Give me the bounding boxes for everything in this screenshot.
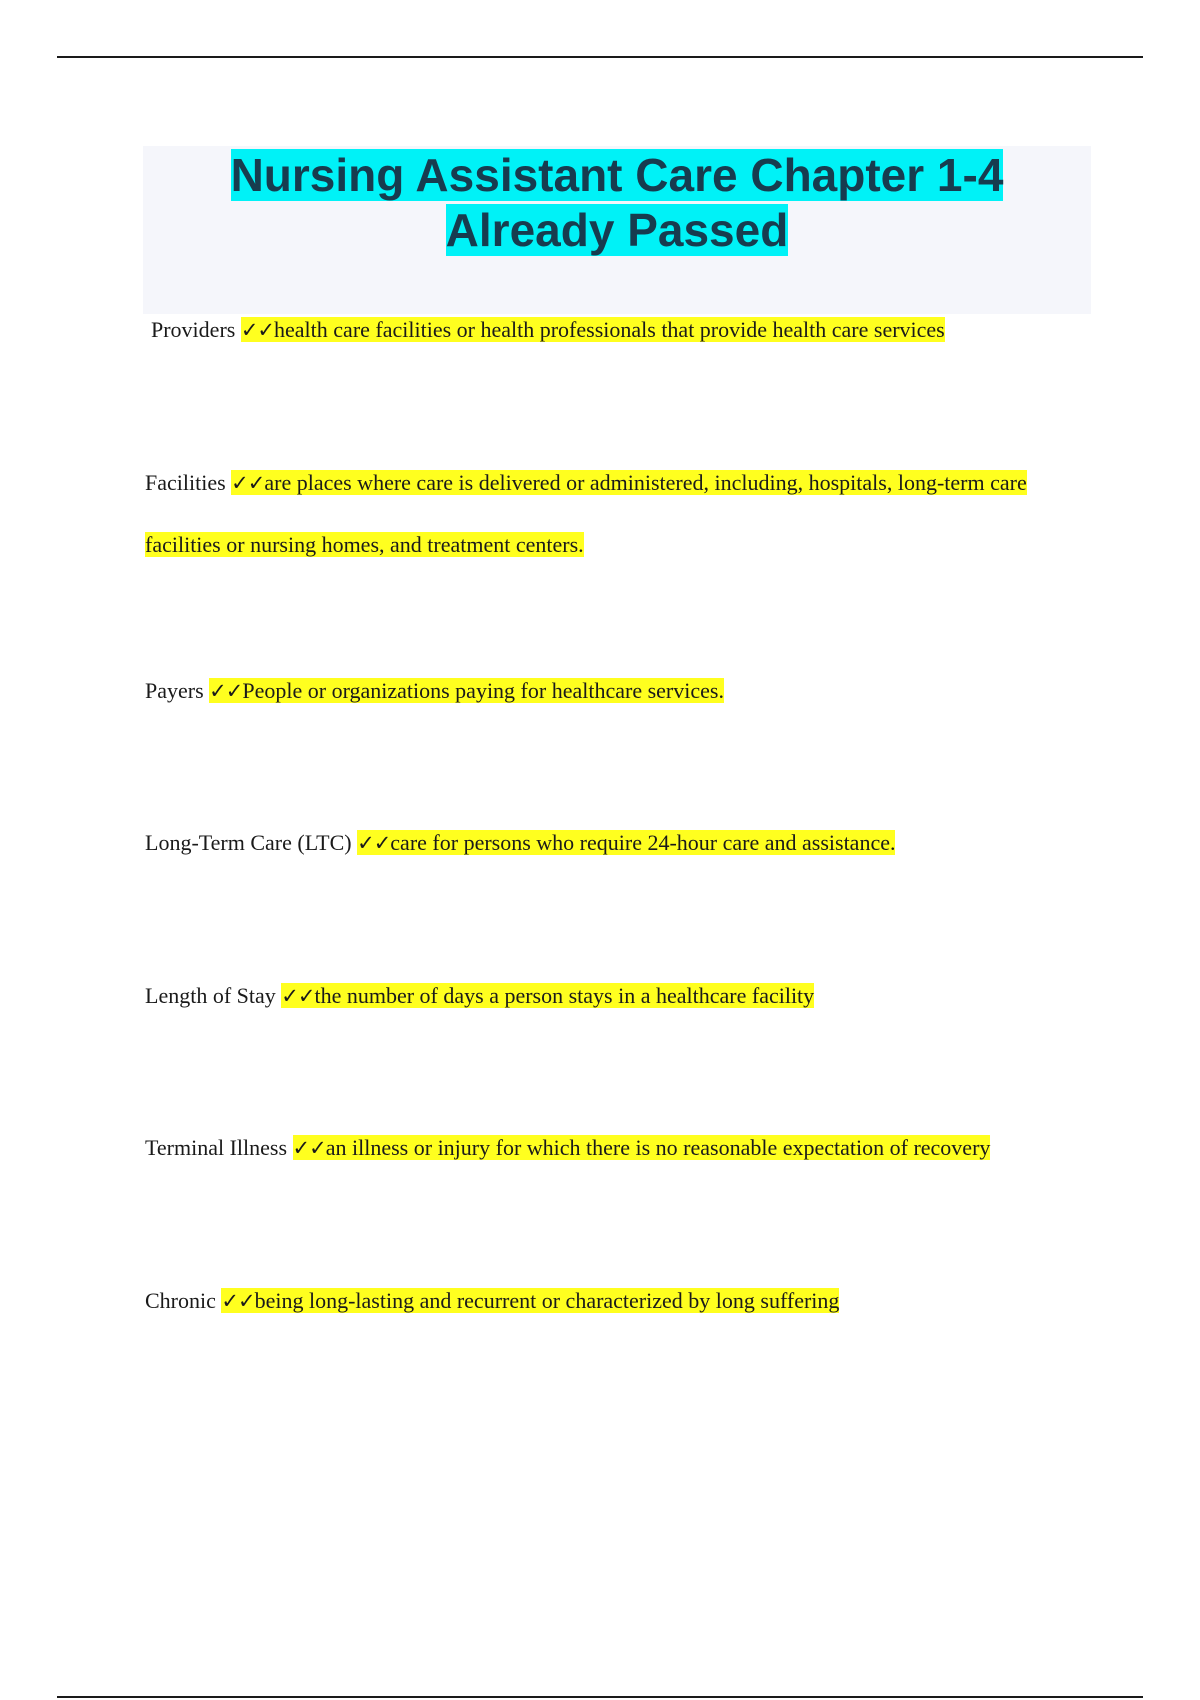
definition-text: [293, 1135, 991, 1160]
definition-body: being long-lasting and recurrent or characterized by long suffering: [254, 1288, 840, 1313]
term-entry-chronic: [145, 1270, 1085, 1332]
definition-text: [357, 830, 895, 855]
term-label: Chronic: [145, 1288, 216, 1313]
definition-body: are places where care is delivered or administered, including, hospitals, long-term care facilities or nursing homes, and treatment centers.: [145, 470, 1027, 557]
title-block: [143, 146, 1091, 314]
double-check-icon: ✓✓: [281, 984, 315, 1008]
term-label: Payers: [145, 678, 204, 703]
double-check-icon: ✓✓: [209, 679, 243, 703]
document-title: [143, 146, 1091, 258]
definition-body: the number of days a person stays in a healthcare facility: [314, 983, 815, 1008]
definition-body: care for persons who require 24-hour care and assistance.: [390, 830, 896, 855]
term-label: Facilities: [145, 470, 226, 495]
double-check-icon: ✓✓: [357, 831, 391, 855]
term-entry-long-term-care: [145, 812, 1085, 874]
definition-text: [145, 470, 1027, 557]
top-rule: [57, 56, 1143, 58]
title-line-1: Nursing Assistant Care Chapter 1-4: [230, 149, 1004, 201]
definition-body: People or organizations paying for healthcare services.: [242, 678, 724, 703]
term-label: Long-Term Care (LTC): [145, 830, 352, 855]
double-check-icon: ✓✓: [221, 1289, 255, 1313]
definition-body: health care facilities or health professionals that provide health care services: [274, 317, 945, 342]
term-label: Providers: [151, 317, 236, 342]
bottom-rule: [57, 1696, 1143, 1698]
term-label: Length of Stay: [145, 983, 276, 1008]
definition-text: [281, 983, 814, 1008]
term-entry-length-of-stay: [145, 965, 1085, 1027]
term-label: Terminal Illness: [145, 1135, 288, 1160]
term-entry-payers: [145, 660, 1085, 722]
term-entry-facilities: [145, 452, 1085, 575]
double-check-icon: ✓✓: [292, 1136, 326, 1160]
definition-text: [209, 678, 724, 703]
definition-body: an illness or injury for which there is no reasonable expectation of recovery: [325, 1135, 991, 1160]
definition-text: [241, 317, 945, 342]
double-check-icon: ✓✓: [240, 318, 275, 342]
term-entry-terminal-illness: [145, 1117, 1105, 1179]
term-entry-providers: [151, 299, 1091, 361]
title-line-2: Already Passed: [445, 204, 789, 256]
definition-text: [221, 1288, 839, 1313]
double-check-icon: ✓✓: [231, 471, 265, 495]
